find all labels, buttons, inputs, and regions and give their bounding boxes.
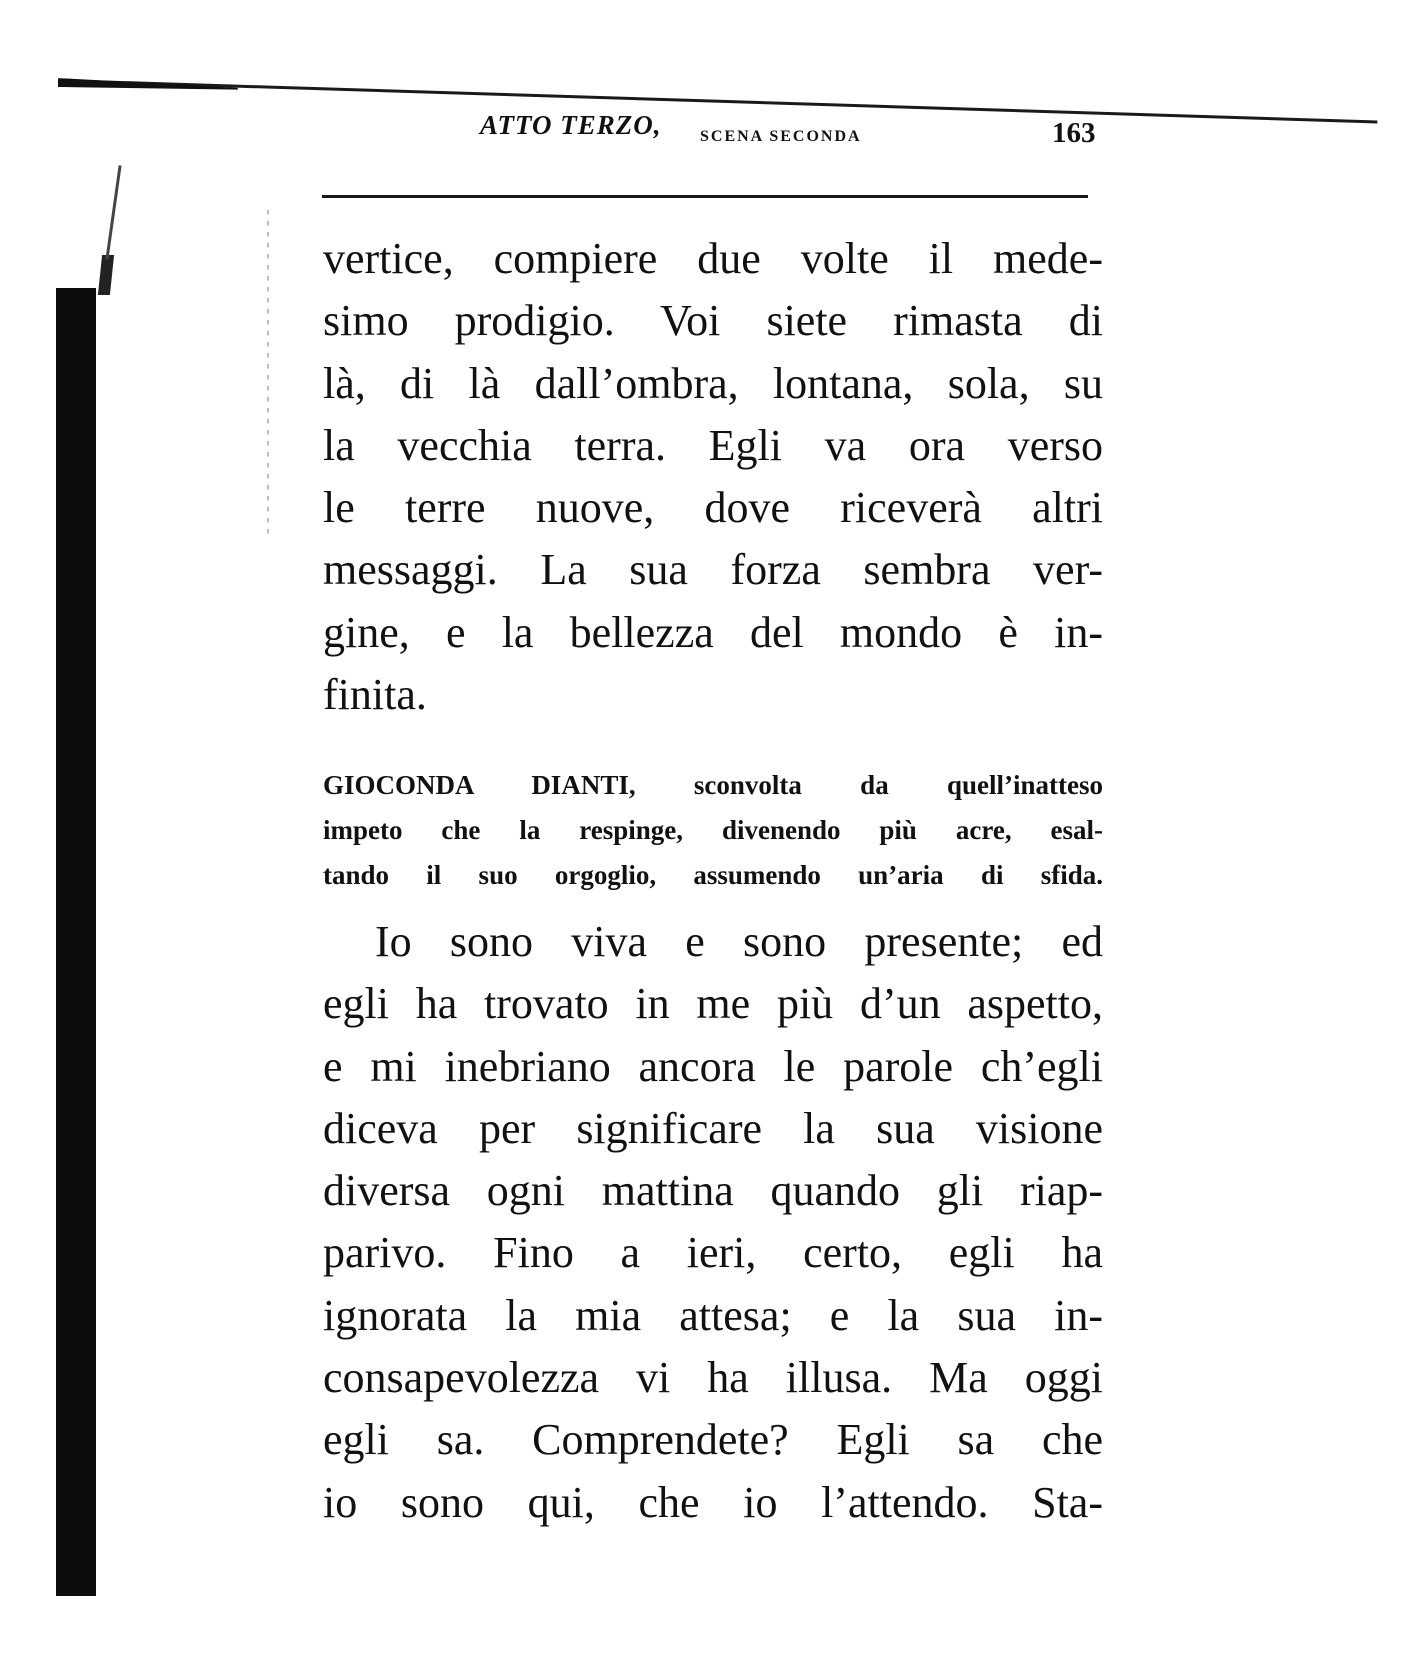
header-rule xyxy=(322,195,1088,198)
text-line: egli ha trovato in me più d’un aspetto, xyxy=(323,979,1103,1029)
page-number: 163 xyxy=(1052,117,1096,149)
stage-direction-line: GIOCONDA DIANTI, sconvolta da quell’inatteso xyxy=(323,770,1103,800)
margin-bleed xyxy=(267,210,269,540)
text-line: la vecchia terra. Egli va ora verso xyxy=(323,420,1103,470)
text-line: le terre nuove, dove riceverà altri xyxy=(323,483,1103,533)
book-spine-shadow xyxy=(56,288,96,1596)
text-line: vertice, compiere due volte il mede- xyxy=(323,234,1103,283)
text-line: diversa ogni mattina quando gli riap- xyxy=(323,1166,1103,1216)
stage-direction-line: tando il suo orgoglio, assumendo un’aria di sfida. xyxy=(323,860,1103,890)
text-line: messaggi. La sua forza sembra ver- xyxy=(323,545,1103,595)
text-line: gine, e la bellezza del mondo è in- xyxy=(323,607,1103,657)
text-line: simo prodigio. Voi siete rimasta di xyxy=(323,296,1103,346)
text-line: egli sa. Comprendete? Egli sa che xyxy=(323,1415,1103,1465)
scan-edge-line xyxy=(58,79,1377,123)
text-line: parivo. Fino a ieri, certo, egli ha xyxy=(323,1228,1103,1278)
text-line: e mi inebriano ancora le parole ch’egli xyxy=(323,1041,1103,1091)
paragraph-2 xyxy=(323,911,1103,1534)
scene-title: SCENA SECONDA xyxy=(700,128,862,145)
stage-direction xyxy=(323,763,1103,898)
text-line: diceva per significare la sua visione xyxy=(323,1103,1103,1153)
text-line: ignorata la mia attesa; e la sua in- xyxy=(323,1290,1103,1340)
paragraph-1 xyxy=(323,228,1103,726)
text-line: là, di là dall’ombra, lontana, sola, su xyxy=(323,358,1103,408)
book-spine-fray xyxy=(105,165,121,259)
stage-direction-line: impeto che la respinge, divenendo più acre, esal- xyxy=(323,815,1103,845)
text-line: Io sono viva e sono presente; ed xyxy=(375,917,1103,966)
text-line: consapevolezza vi ha illusa. Ma oggi xyxy=(323,1353,1103,1403)
book-spine-top xyxy=(98,255,114,295)
text-line: io sono qui, che io l’attendo. Sta- xyxy=(323,1477,1103,1527)
running-head: ATTO TERZO, xyxy=(480,110,662,140)
text-line: finita. xyxy=(323,670,427,720)
